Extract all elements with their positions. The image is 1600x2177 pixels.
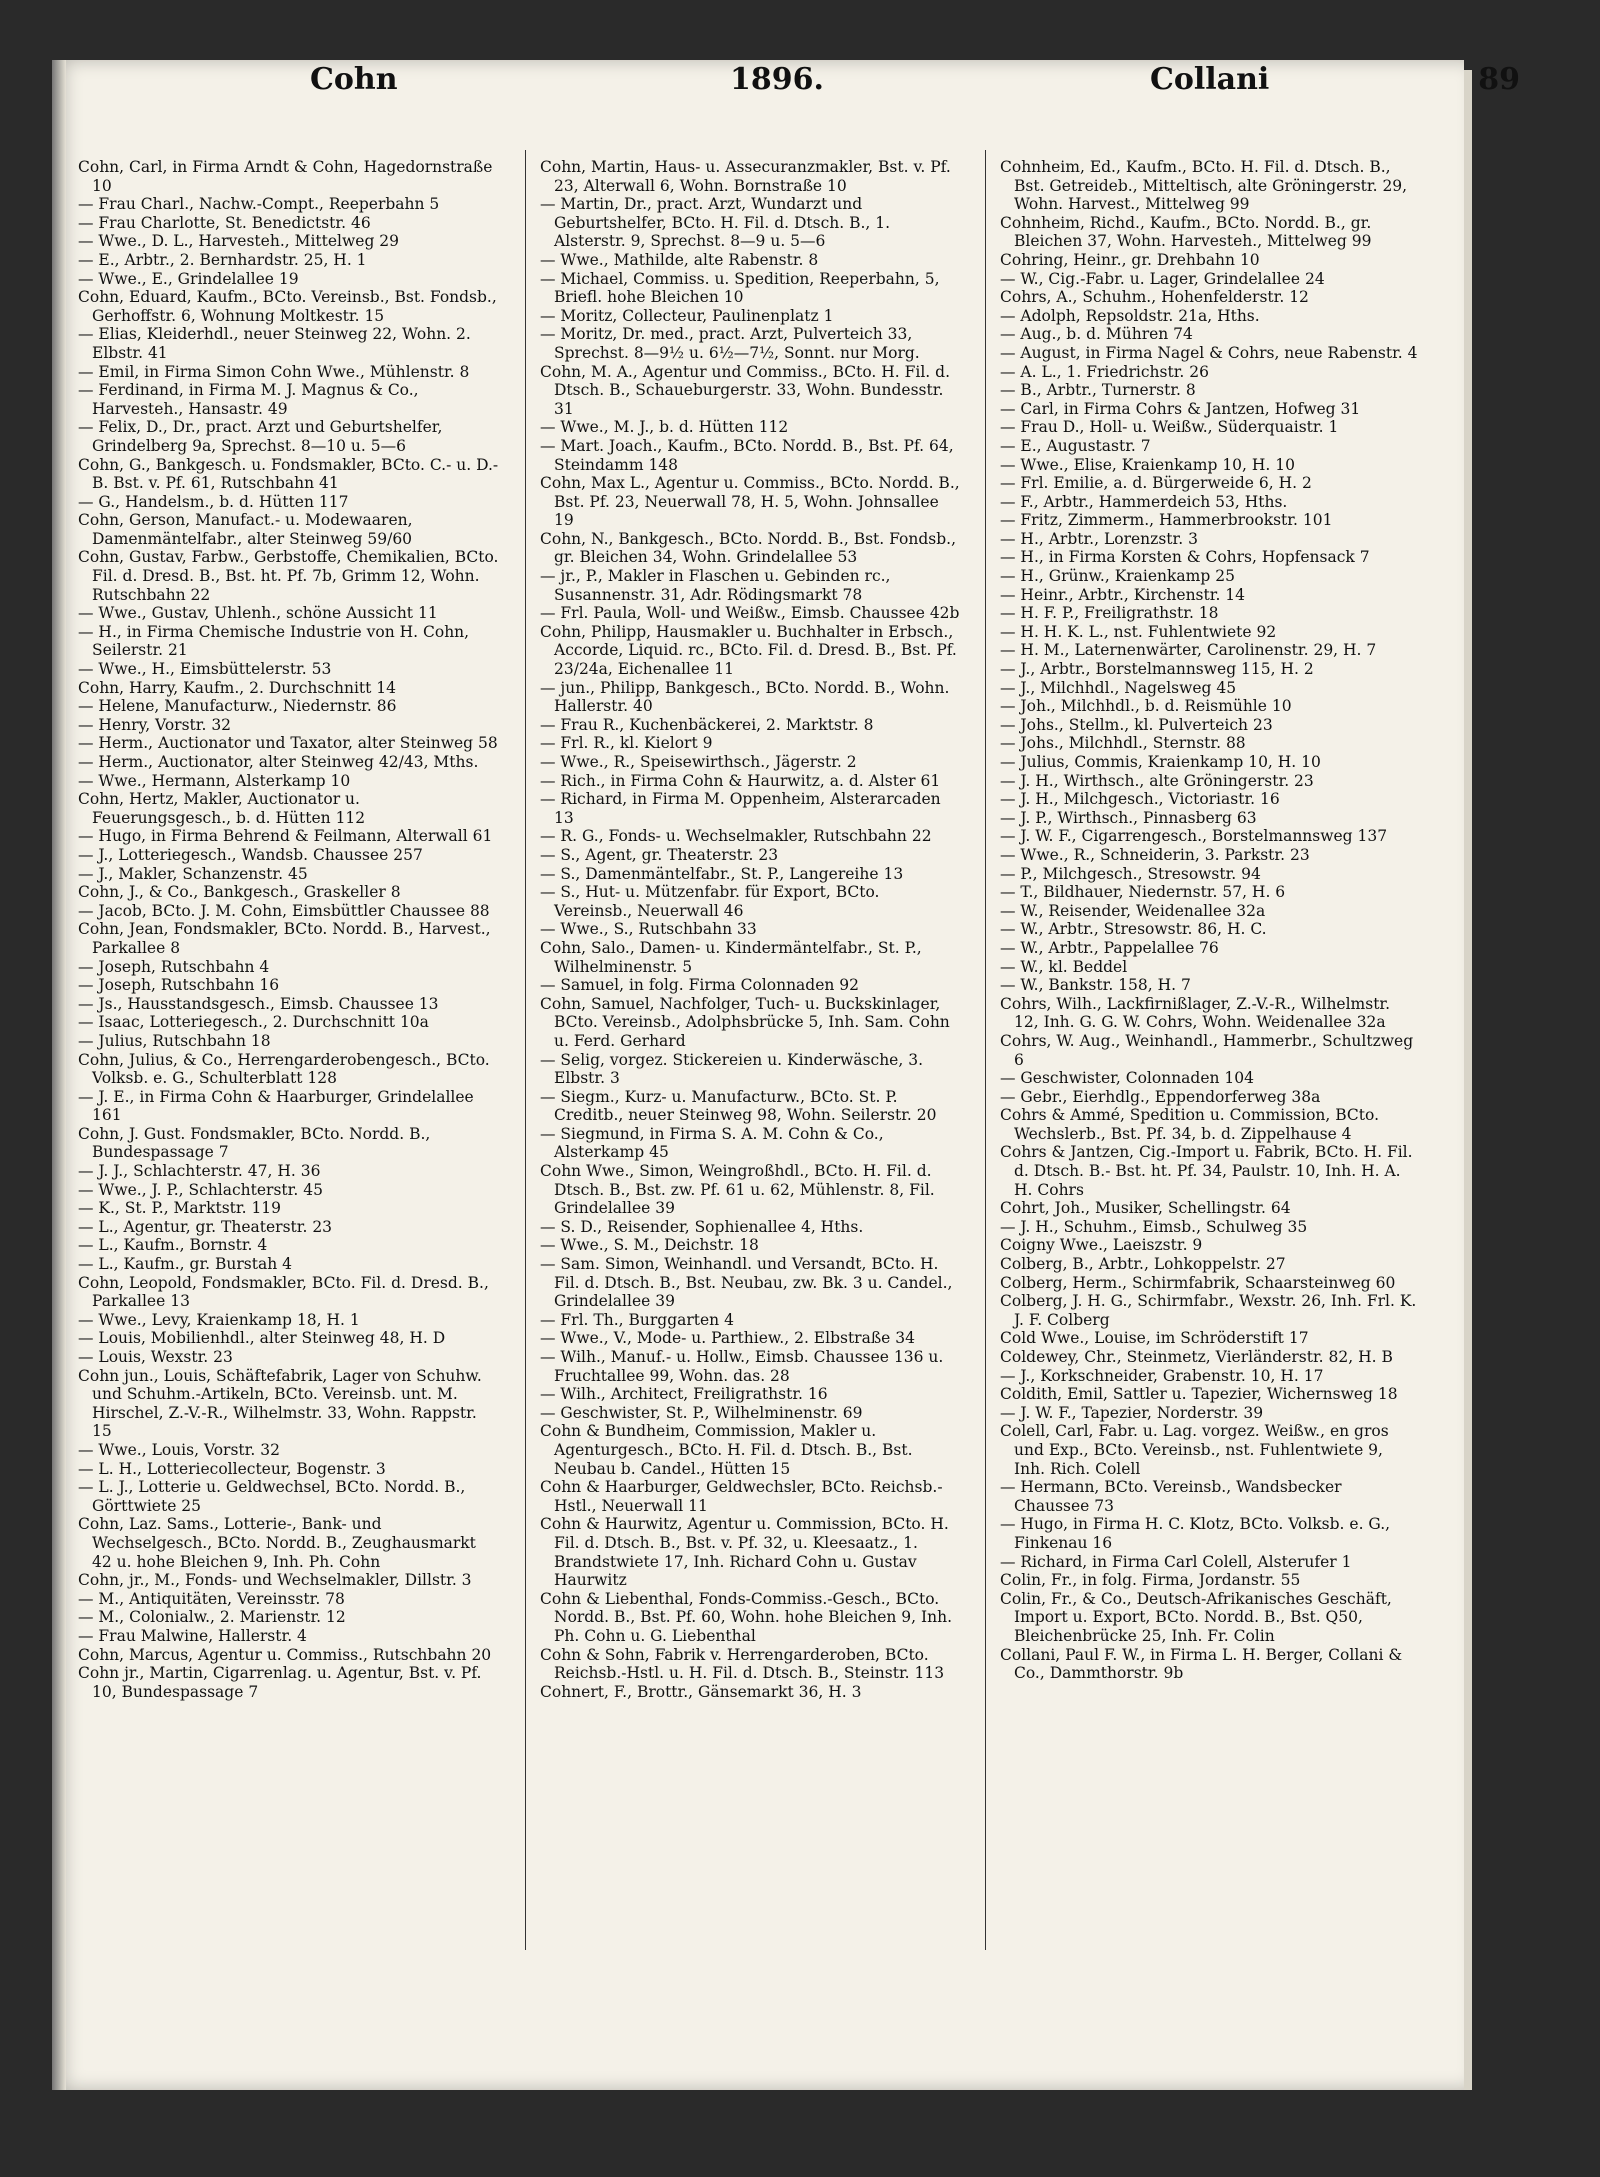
directory-entry: — Wwe., S. M., Deichstr. 18 [540,1236,759,1255]
directory-entry: — Adolph, Repsoldstr. 21a, Hths. [1000,306,1260,325]
directory-entry: — W., kl. Beddel [1000,957,1128,976]
directory-entry: Cohn & Haarburger, Geldwechsler, BCto. Reichsb.-Hstl., Neuerwall 11 [540,1478,943,1515]
book-spine [52,60,66,2090]
directory-entry: Cohn, Hertz, Makler, Auctionator u. Feuerungsgesch., b. d. Hütten 112 [78,790,366,827]
directory-entry: Cold Wwe., Louise, im Schröderstift 17 [1000,1329,1309,1348]
directory-entry: — Johs., Milchhdl., Sternstr. 88 [1000,734,1246,753]
directory-entry: — Frau D., Holl- u. Weißw., Süderquaistr. 1 [1000,418,1339,437]
directory-entry: — S., Agent, gr. Theaterstr. 23 [540,845,779,864]
directory-entry: Cohn & Liebenthal, Fonds-Commiss.-Gesch., BCto. Nordd. B., Bst. Pf. 60, Wohn. hohe Bleichen 9, Inh. Ph. Cohn u. G. Liebenthal [540,1589,953,1645]
directory-entry: Cohn, Samuel, Nachfolger, Tuch- u. Buckskinlager, BCto. Vereinsb., Adolphsbrücke 5, Inh. Sam. Cohn u. Ferd. Gerhard [540,994,950,1050]
directory-entry: — Wwe., Mathilde, alte Rabenstr. 8 [540,250,819,269]
directory-entry: — Henry, Vorstr. 32 [78,715,232,734]
directory-entry: — M., Antiquitäten, Vereinsstr. 78 [78,1589,345,1608]
directory-entry: — Wwe., V., Mode- u. Parthiew., 2. Elbstraße 34 [540,1329,915,1348]
directory-entry: — J., Korkschneider, Grabenstr. 10, H. 17 [1000,1366,1324,1385]
directory-entry: Cohn, Julius, & Co., Herrengarderobengesch., BCto. Volksb. e. G., Schulterblatt 128 [78,1050,490,1088]
directory-entry: Colberg, J. H. G., Schirmfabr., Wexstr. 26, Inh. Frl. K. J. F. Colberg [1000,1292,1417,1329]
directory-entry: Colberg, Herm., Schirmfabrik, Schaarsteinweg 60 [1000,1273,1396,1292]
directory-entry: — J. J., Schlachterstr. 47, H. 36 [78,1162,321,1181]
directory-entry: Collani, Paul F. W., in Firma L. H. Berger, Collani & Co., Dammthorstr. 9b [1000,1645,1403,1683]
directory-entry: — Wilh., Manuf.- u. Hollw., Eimsb. Chaussee 136 u. Fruchtallee 99, Wohn. das. 28 [540,1348,944,1385]
directory-entry: Colberg, B., Arbtr., Lohkoppelstr. 27 [1000,1255,1286,1274]
directory-entry: — Wwe., Elise, Kraienkamp 10, H. 10 [1000,455,1295,474]
directory-entry: Cohn, Harry, Kaufm., 2. Durchschnitt 14 [78,678,397,697]
directory-entry: — Siegmund, in Firma S. A. M. Cohn & Co., Alsterkamp 45 [540,1124,884,1162]
directory-entry: — Gebr., Eierhdlg., Eppendorferweg 38a [1000,1087,1321,1106]
header-left-keyword: Cohn [310,62,398,97]
directory-entry: — Wwe., R., Schneiderin, 3. Parkstr. 23 [1000,845,1310,864]
directory-entry: — J., Makler, Schanzenstr. 45 [78,864,308,883]
directory-entry: — J. W. F., Cigarrengesch., Borstelmannsweg 137 [1000,827,1388,846]
directory-entry: — Felix, D., Dr., pract. Arzt und Geburtshelfer, Grindelberg 9a, Sprechst. 8—10 u. 5—6 [78,418,443,455]
directory-entry: — Richard, in Firma Carl Colell, Alsterufer 1 [1000,1552,1352,1571]
directory-entry: — Jacob, BCto. J. M. Cohn, Eimsbüttler Chaussee 88 [78,901,490,920]
directory-entry: — M., Colonialw., 2. Marienstr. 12 [78,1608,346,1627]
directory-entry: — Joh., Milchhdl., b. d. Reismühle 10 [1000,697,1292,716]
directory-entry: Cohn, Leopold, Fondsmakler, BCto. Fil. d. Dresd. B., Parkallee 13 [78,1273,489,1311]
directory-entry: — Moritz, Collecteur, Paulinenplatz 1 [540,306,834,325]
directory-entry: — Wilh., Architect, Freiligrathstr. 16 [540,1385,828,1404]
directory-entry: — Joseph, Rutschbahn 16 [78,976,280,995]
directory-entry: — Wwe., M. J., b. d. Hütten 112 [540,418,789,437]
directory-entry: — Wwe., Gustav, Uhlenh., schöne Aussicht 11 [78,604,438,623]
directory-entry: Cohn jun., Louis, Schäftefabrik, Lager von Schuhw. und Schuhm.-Artikeln, BCto. Vereinsb. unt. M. Hirschel, Z.-V.-R., Wilhelmstr. 33, Wohn. Rappstr. 15 [78,1366,482,1441]
directory-entry: — W., Arbtr., Pappelallee 76 [1000,938,1219,957]
directory-entry: — Carl, in Firma Cohrs & Jantzen, Hofweg 31 [1000,399,1361,418]
directory-entry: — Julius, Rutschbahn 18 [78,1031,271,1050]
directory-entry: — Wwe., D. L., Harvesteh., Mittelweg 29 [78,232,400,251]
directory-entry: — Frl. R., kl. Kielort 9 [540,734,713,753]
directory-entry: — Geschwister, Colonnaden 104 [1000,1069,1255,1088]
directory-entry: — Frau Malwine, Hallerstr. 4 [78,1626,307,1645]
page-edge [1464,70,1472,2090]
directory-entry: — Rich., in Firma Cohn & Haurwitz, a. d. Alster 61 [540,771,941,790]
directory-entry: Cohn, Carl, in Firma Arndt & Cohn, Hagedornstraße 10 [78,158,493,195]
directory-entry: Cohnheim, Ed., Kaufm., BCto. H. Fil. d. Dtsch. B., Bst. Getreideb., Mitteltisch, alte Gröningerstr. 29, Wohn. Harvest., Mittelweg 99 [1000,158,1408,214]
directory-entry: — Sam. Simon, Weinhandl. und Versandt, BCto. H. Fil. d. Dtsch. B., Bst. Neubau, zw. Bk. 3 u. Candel., Grindelallee 39 [540,1255,953,1311]
directory-entry: — Hermann, BCto. Vereinsb., Wandsbecker Chaussee 73 [1000,1478,1342,1515]
directory-entry: — E., Augustastr. 7 [1000,436,1151,455]
directory-entry: — W., Arbtr., Stresowstr. 86, H. C. [1000,920,1267,939]
directory-entry: — Mart. Joach., Kaufm., BCto. Nordd. B., Bst. Pf. 64, Steindamm 148 [540,436,954,474]
directory-entry: — J. H., Schuhm., Eimsb., Schulweg 35 [1000,1217,1308,1236]
directory-entry: Cohrs, Wilh., Lackfirnißlager, Z.-V.-R., Wilhelmstr. 12, Inh. G. G. W. Cohrs, Wohn. Weidenallee 32a [1000,994,1391,1032]
directory-entry: — Ferdinand, in Firma M. J. Magnus & Co., Harvesteh., Hansastr. 49 [78,381,419,418]
directory-entry: — Joseph, Rutschbahn 4 [78,957,270,976]
directory-entry: Cohrt, Joh., Musiker, Schellingstr. 64 [1000,1199,1291,1218]
directory-entry: — Wwe., E., Grindelallee 19 [78,269,299,288]
directory-entry: — L., Kaufm., Bornstr. 4 [78,1236,268,1255]
directory-entry: — Emil, in Firma Simon Cohn Wwe., Mühlenstr. 8 [78,362,470,381]
directory-entry: — S. D., Reisender, Sophienallee 4, Hths. [540,1217,864,1236]
directory-entry: — Hugo, in Firma Behrend & Feilmann, Alterwall 61 [78,827,493,846]
directory-entry: — Louis, Wexstr. 23 [78,1348,233,1366]
directory-entry: Cohn jr., Martin, Cigarrenlag. u. Agentur, Bst. v. Pf. 10, Bundespassage 7 [78,1664,482,1701]
directory-entry: — J. E., in Firma Cohn & Haarburger, Grindelallee 161 [78,1087,474,1125]
directory-entry: Cohrs, W. Aug., Weinhandl., Hammerbr., Schultzweg 6 [1000,1031,1414,1069]
directory-entry: Cohn, Eduard, Kaufm., BCto. Vereinsb., Bst. Fondsb., Gerhoffstr. 6, Wohnung Moltkestr. 15 [78,288,497,325]
directory-entry: — H. F. P., Freiligrathstr. 18 [1000,604,1219,623]
column-3 [1000,158,1418,1683]
directory-entry: Coldith, Emil, Sattler u. Tapezier, Wichernsweg 18 [1000,1385,1398,1404]
directory-entry: — Frau Charl., Nachw.-Compt., Reeperbahn 5 [78,195,440,214]
directory-entry: Colin, Fr., & Co., Deutsch-Afrikanisches Geschäft, Import u. Export, BCto. Nordd. B., Bst. Q50, Bleichenbrücke 25, Inh. Fr. Colin [1000,1589,1392,1645]
directory-entry: — Frl. Paula, Woll- und Weißw., Eimsb. Chaussee 42b [540,604,960,623]
directory-entry: — Samuel, in folg. Firma Colonnaden 92 [540,976,860,995]
directory-entry: — J., Arbtr., Borstelmannsweg 115, H. 2 [1000,660,1314,679]
directory-entry: — Frau Charlotte, St. Benedictstr. 46 [78,213,371,232]
directory-entry: — P., Milchgesch., Stresowstr. 94 [1000,864,1261,883]
directory-entry: Cohn, Gustav, Farbw., Gerbstoffe, Chemikalien, BCto. Fil. d. Dresd. B., Bst. ht. Pf. 7b, Grimm 12, Wohn. Rutschbahn 22 [78,548,499,604]
directory-entry: Cohn, Philipp, Hausmakler u. Buchhalter in Erbsch., Accorde, Liquid. rc., BCto. Fil. d. Dresd. B., Bst. Pf. 23/24a, Eichenallee 11 [540,622,957,679]
directory-entry: — Wwe., J. P., Schlachterstr. 45 [78,1180,323,1199]
directory-entry: Coigny Wwe., Laeiszstr. 9 [1000,1236,1203,1255]
column-1 [78,158,500,1701]
directory-entry: Cohn & Haurwitz, Agentur u. Commission, BCto. H. Fil. d. Dtsch. B., Bst. v. Pf. 32, u. Kleesaatz., 1. Brandstwiete 17, Inh. Richard Cohn u. Gustav Haurwitz [540,1515,949,1590]
directory-entry: — B., Arbtr., Turnerstr. 8 [1000,381,1196,400]
directory-entry: — H., in Firma Chemische Industrie von H. Cohn, Seilerstr. 21 [78,622,470,660]
directory-entry: — H., in Firma Korsten & Cohrs, Hopfensack 7 [1000,548,1370,567]
header-year: 1896. [730,62,824,97]
directory-entry: — jun., Philipp, Bankgesch., BCto. Nordd. B., Wohn. Hallerstr. 40 [540,678,950,716]
column-rule-2 [985,150,986,1950]
directory-entry: — Frl. Th., Burggarten 4 [540,1310,734,1329]
directory-entry: Cohrs & Ammé, Spedition u. Commission, BCto. Wechslerb., Bst. Pf. 34, b. d. Zippelhause 4 [1000,1106,1379,1143]
directory-entry: Cohn, jr., M., Fonds- und Wechselmakler, Dillstr. 3 [78,1571,472,1590]
page-header [70,62,1520,112]
column-rule-1 [525,150,526,1950]
directory-entry: Cohnheim, Richd., Kaufm., BCto. Nordd. B., gr. Bleichen 37, Wohn. Harvesteh., Mittelweg 99 [1000,213,1372,251]
directory-entry: Cohring, Heinr., gr. Drehbahn 10 [1000,250,1260,269]
directory-entry: Cohn, J. Gust. Fondsmakler, BCto. Nordd. B., Bundespassage 7 [78,1124,431,1162]
directory-entry: — Elias, Kleiderhdl., neuer Steinweg 22, Wohn. 2. Elbstr. 41 [78,325,471,362]
directory-entry: Cohn, Laz. Sams., Lotterie-, Bank- und Wechselgesch., BCto. Nordd. B., Zeughausmarkt 42 u. hohe Bleichen 9, Inh. Ph. Cohn [78,1515,476,1571]
directory-entry: — Richard, in Firma M. Oppenheim, Alsterarcaden 13 [540,790,941,827]
directory-entry: — jr., P., Makler in Flaschen u. Gebinden rc., Susannenstr. 31, Adr. Rödingsmarkt 78 [540,567,891,604]
directory-entry: Coldewey, Chr., Steinmetz, Vierländerstr. 82, H. B [1000,1348,1393,1366]
directory-entry: Cohn, J., & Co., Bankgesch., Graskeller 8 [78,883,401,902]
directory-entry: — W., Bankstr. 158, H. 7 [1000,976,1191,995]
directory-entry: — G., Handelsm., b. d. Hütten 117 [78,492,349,511]
directory-entry: — Helene, Manufacturw., Niedernstr. 86 [78,697,397,716]
page-number: 89 [1478,62,1520,97]
directory-entry: — Wwe., Levy, Kraienkamp 18, H. 1 [78,1310,360,1329]
directory-entry: Cohnert, F., Brottr., Gänsemarkt 36, H. 3 [540,1682,862,1701]
directory-entry: — Geschwister, St. P., Wilhelminenstr. 69 [540,1403,863,1422]
directory-entry: — Michael, Commiss. u. Spedition, Reeperbahn, 5, Briefl. hohe Bleichen 10 [540,269,940,307]
directory-entry: — J. H., Wirthsch., alte Gröningerstr. 23 [1000,771,1314,790]
directory-entry: Cohn, N., Bankgesch., BCto. Nordd. B., Bst. Fondsb., gr. Bleichen 34, Wohn. Grindelallee 53 [540,529,957,567]
directory-entry: — Isaac, Lotteriegesch., 2. Durchschnitt 10a [78,1013,429,1032]
directory-entry: — J. P., Wirthsch., Pinnasberg 63 [1000,808,1257,827]
directory-entry: — H., Grünw., Kraienkamp 25 [1000,567,1235,586]
directory-entry: Cohn, M. A., Agentur und Commiss., BCto. H. Fil. d. Dtsch. B., Schaueburgerstr. 33, Wohn. Bundesstr. 31 [540,362,951,418]
directory-entry: — Siegm., Kurz- u. Manufacturw., BCto. St. P. Creditb., neuer Steinweg 98, Wohn. Seilerstr. 20 [540,1087,937,1125]
directory-entry: — Hugo, in Firma H. C. Klotz, BCto. Volksb. e. G., Finkenau 16 [1000,1515,1391,1552]
directory-entry: — Wwe., Hermann, Alsterkamp 10 [78,771,351,790]
directory-entry: — Wwe., Louis, Vorstr. 32 [78,1440,280,1459]
directory-entry: Cohn Wwe., Simon, Weingroßhdl., BCto. H. Fil. d. Dtsch. B., Bst. zw. Pf. 61 u. 62, Mühlenstr. 8, Fil. Grindelallee 39 [540,1162,935,1218]
directory-entry: — S., Hut- u. Mützenfabr. für Export, BCto. Vereinsb., Neuerwall 46 [540,883,880,920]
directory-entry: — L., Agentur, gr. Theaterstr. 23 [78,1217,333,1236]
directory-entry: — L., Kaufm., gr. Burstah 4 [78,1255,292,1274]
directory-entry: Colell, Carl, Fabr. u. Lag. vorgez. Weißw., en gros und Exp., BCto. Vereinsb., nst. Fuhlentwiete 9, Inh. Rich. Colell [1000,1422,1389,1478]
header-right-keyword: Collani [1150,62,1270,97]
directory-entry: — Herm., Auctionator, alter Steinweg 42/43, Mths. [78,753,479,771]
directory-entry: — Fritz, Zimmerm., Hammerbrookstr. 101 [1000,511,1333,530]
directory-entry: — S., Damenmäntelfabr., St. P., Langereihe 13 [540,864,904,883]
directory-entry: — J., Lotteriegesch., Wandsb. Chaussee 257 [78,845,423,864]
directory-entry: — E., Arbtr., 2. Bernhardstr. 25, H. 1 [78,250,367,269]
directory-entry: — Heinr., Arbtr., Kirchenstr. 14 [1000,585,1246,604]
directory-entry: — Frl. Emilie, a. d. Bürgerweide 6, H. 2 [1000,474,1312,493]
directory-entry: — Frau R., Kuchenbäckerei, 2. Marktstr. 8 [540,715,874,734]
directory-entry: — F., Arbtr., Hammerdeich 53, Hths. [1000,492,1288,511]
directory-entry: — Julius, Commis, Kraienkamp 10, H. 10 [1000,753,1321,771]
directory-entry: Cohrs, A., Schuhm., Hohenfelderstr. 12 [1000,288,1309,307]
directory-entry: — J. H., Milchgesch., Victoriastr. 16 [1000,790,1280,809]
directory-entry: — J. W. F., Tapezier, Norderstr. 39 [1000,1403,1264,1422]
directory-entry: — Wwe., S., Rutschbahn 33 [540,920,757,939]
directory-entry: — Louis, Mobilienhdl., alter Steinweg 48, H. D [78,1329,446,1348]
directory-entry: Cohn & Bundheim, Commission, Makler u. Agenturgesch., BCto. H. Fil. d. Dtsch. B., Bst. Neubau b. Candel., Hütten 15 [540,1422,913,1478]
directory-entry: — Aug., b. d. Mühren 74 [1000,325,1193,344]
directory-entry: — T., Bildhauer, Niedernstr. 57, H. 6 [1000,883,1286,902]
directory-entry: Cohn, Salo., Damen- u. Kindermäntelfabr., St. P., Wilhelminenstr. 5 [540,938,922,976]
directory-entry: — A. L., 1. Friedrichstr. 26 [1000,362,1209,381]
directory-entry: — R. G., Fonds- u. Wechselmakler, Rutschbahn 22 [540,827,932,846]
directory-entry: Cohn, Max L., Agentur u. Commiss., BCto. Nordd. B., Bst. Pf. 23, Neuerwall 78, H. 5, Wohn. Johnsallee 19 [540,474,960,530]
directory-entry: — W., Reisender, Weidenallee 32a [1000,901,1266,920]
directory-entry: Cohn, Gerson, Manufact.- u. Modewaaren, Damenmäntelfabr., alter Steinweg 59/60 [78,511,413,548]
directory-entry: Cohn, Marcus, Agentur u. Commiss., Rutschbahn 20 [78,1645,492,1664]
directory-entry: — Herm., Auctionator und Taxator, alter Steinweg 58 [78,734,498,753]
directory-entry: — Martin, Dr., pract. Arzt, Wundarzt und Geburtshelfer, BCto. H. Fil. d. Dtsch. B., 1. Alsterstr. 9, Sprechst. 8—9 u. 5—6 [540,195,891,251]
directory-entry: — Johs., Stellm., kl. Pulverteich 23 [1000,715,1273,734]
directory-entry: — Js., Hausstandsgesch., Eimsb. Chaussee 13 [78,994,439,1013]
directory-entry: — H. M., Laternenwärter, Carolinenstr. 29, H. 7 [1000,641,1377,660]
directory-entry: Cohn & Sohn, Fabrik v. Herrengarderoben, BCto. Reichsb.-Hstl. u. H. Fil. d. Dtsch. B., Steinstr. 113 [540,1645,945,1683]
directory-entry: — August, in Firma Nagel & Cohrs, neue Rabenstr. 4 [1000,343,1418,362]
directory-entry: — H., Arbtr., Lorenzstr. 3 [1000,529,1198,548]
column-2 [540,158,962,1701]
directory-entry: Cohn, Martin, Haus- u. Assecuranzmakler, Bst. v. Pf. 23, Alterwall 6, Wohn. Bornstraße 10 [540,158,951,195]
directory-entry: Cohrs & Jantzen, Cig.-Import u. Fabrik, BCto. H. Fil. d. Dtsch. B.- Bst. ht. Pf. 34, Paulstr. 10, Inh. H. A. H. Cohrs [1000,1143,1413,1199]
directory-entry: — W., Cig.-Fabr. u. Lager, Grindelallee 24 [1000,269,1325,288]
directory-entry: — Selig, vorgez. Stickereien u. Kinderwäsche, 3. Elbstr. 3 [540,1050,923,1088]
directory-entry: — Moritz, Dr. med., pract. Arzt, Pulverteich 33, Sprechst. 8—9½ u. 6½—7½, Sonnt. nur Morg. [540,325,920,362]
directory-entry: Cohn, Jean, Fondsmakler, BCto. Nordd. B., Harvest., Parkallee 8 [78,920,491,957]
directory-entry: Colin, Fr., in folg. Firma, Jordanstr. 55 [1000,1571,1301,1590]
directory-entry: — Wwe., H., Eimsbüttelerstr. 53 [78,660,332,679]
directory-entry: — K., St. P., Marktstr. 119 [78,1199,282,1218]
directory-entry: — J., Milchhdl., Nagelsweg 45 [1000,678,1237,697]
directory-entry: — H. H. K. L., nst. Fuhlentwiete 92 [1000,622,1277,641]
directory-entry: — Wwe., R., Speisewirthsch., Jägerstr. 2 [540,753,857,771]
directory-entry: Cohn, G., Bankgesch. u. Fondsmakler, BCto. C.- u. D.-B. Bst. v. Pf. 61, Rutschbahn 41 [78,455,499,493]
directory-entry: — L. H., Lotteriecollecteur, Bogenstr. 3 [78,1459,386,1478]
directory-entry: — L. J., Lotterie u. Geldwechsel, BCto. Nordd. B., Görttwiete 25 [78,1478,466,1515]
